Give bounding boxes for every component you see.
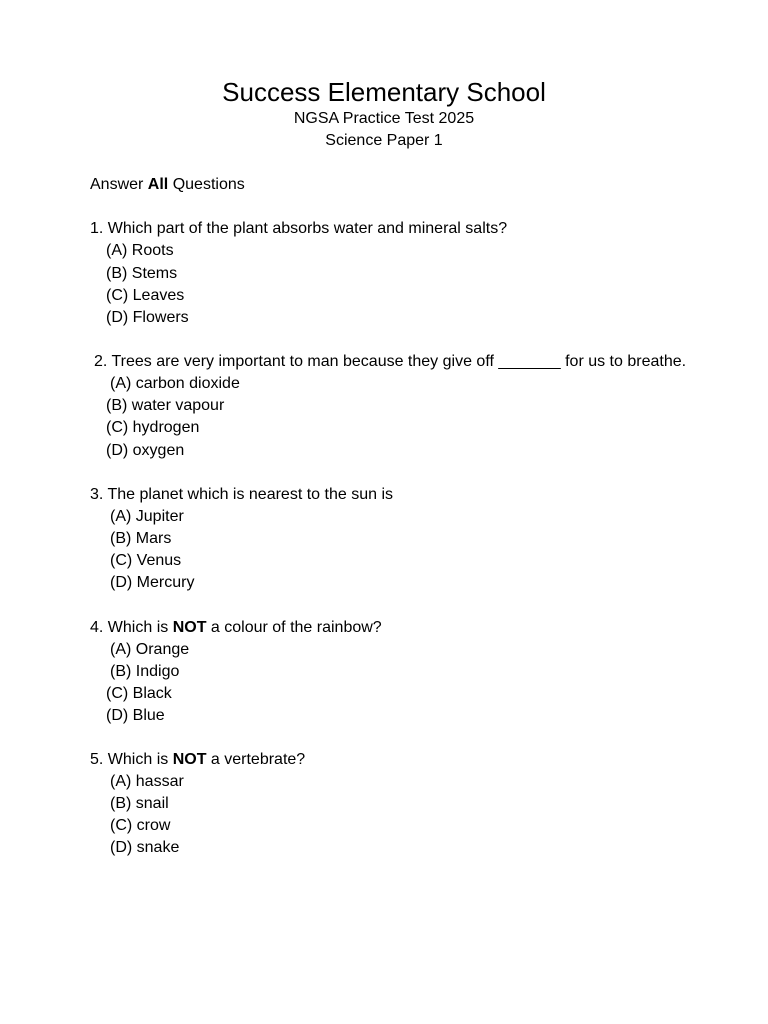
question-2-option-c: (C) hydrogen (106, 419, 200, 436)
question-2-option-b: (B) water vapour (106, 397, 225, 414)
question-5-stem (90, 749, 305, 771)
question-4-stem-prefix: 4. Which is (90, 619, 173, 636)
question-2-stem: 2. Trees are very important to man because they give off _______ for us to breathe. (94, 353, 687, 370)
question-3-option-c: (C) Venus (110, 552, 182, 569)
question-2-option-d: (D) oxygen (106, 442, 185, 459)
question-3-option-d: (D) Mercury (110, 574, 195, 591)
question-2-option-a: (A) carbon dioxide (110, 375, 240, 392)
question-3-stem: 3. The planet which is nearest to the sun is (90, 486, 393, 503)
question-5-stem-suffix: a vertebrate? (206, 751, 306, 768)
question-5-option-b: (B) snail (110, 795, 169, 812)
question-1-option-d: (D) Flowers (106, 309, 189, 326)
school-title: Success Elementary School (222, 77, 546, 107)
question-5-option-d: (D) snake (110, 839, 180, 856)
test-name: NGSA Practice Test 2025 (293, 110, 475, 127)
question-4-stem-suffix: a colour of the rainbow? (206, 619, 382, 636)
instruction-suffix: Questions (168, 176, 245, 193)
question-4-option-c: (C) Black (106, 685, 172, 702)
question-4-stem (90, 617, 382, 639)
question-5-stem-bold: NOT (172, 751, 207, 768)
question-3-option-b: (B) Mars (110, 530, 172, 547)
question-4-option-d: (D) Blue (106, 707, 165, 724)
question-5-stem-prefix: 5. Which is (90, 751, 173, 768)
question-3-option-a: (A) Jupiter (110, 508, 184, 525)
question-1-option-a: (A) Roots (106, 242, 174, 259)
question-4-option-a: (A) Orange (110, 641, 190, 658)
question-4-option-b: (B) Indigo (110, 663, 180, 680)
question-4-stem-bold: NOT (172, 619, 207, 636)
instruction-bold: All (147, 176, 169, 193)
paper-name: Science Paper 1 (325, 132, 443, 149)
question-1-option-c: (C) Leaves (106, 287, 185, 304)
question-1-option-b: (B) Stems (106, 265, 178, 282)
question-1-stem: 1. Which part of the plant absorbs water and mineral salts? (90, 220, 508, 237)
instruction (90, 174, 245, 196)
question-5-option-a: (A) hassar (110, 773, 184, 790)
question-5-option-c: (C) crow (110, 817, 171, 834)
instruction-prefix: Answer (90, 176, 148, 193)
